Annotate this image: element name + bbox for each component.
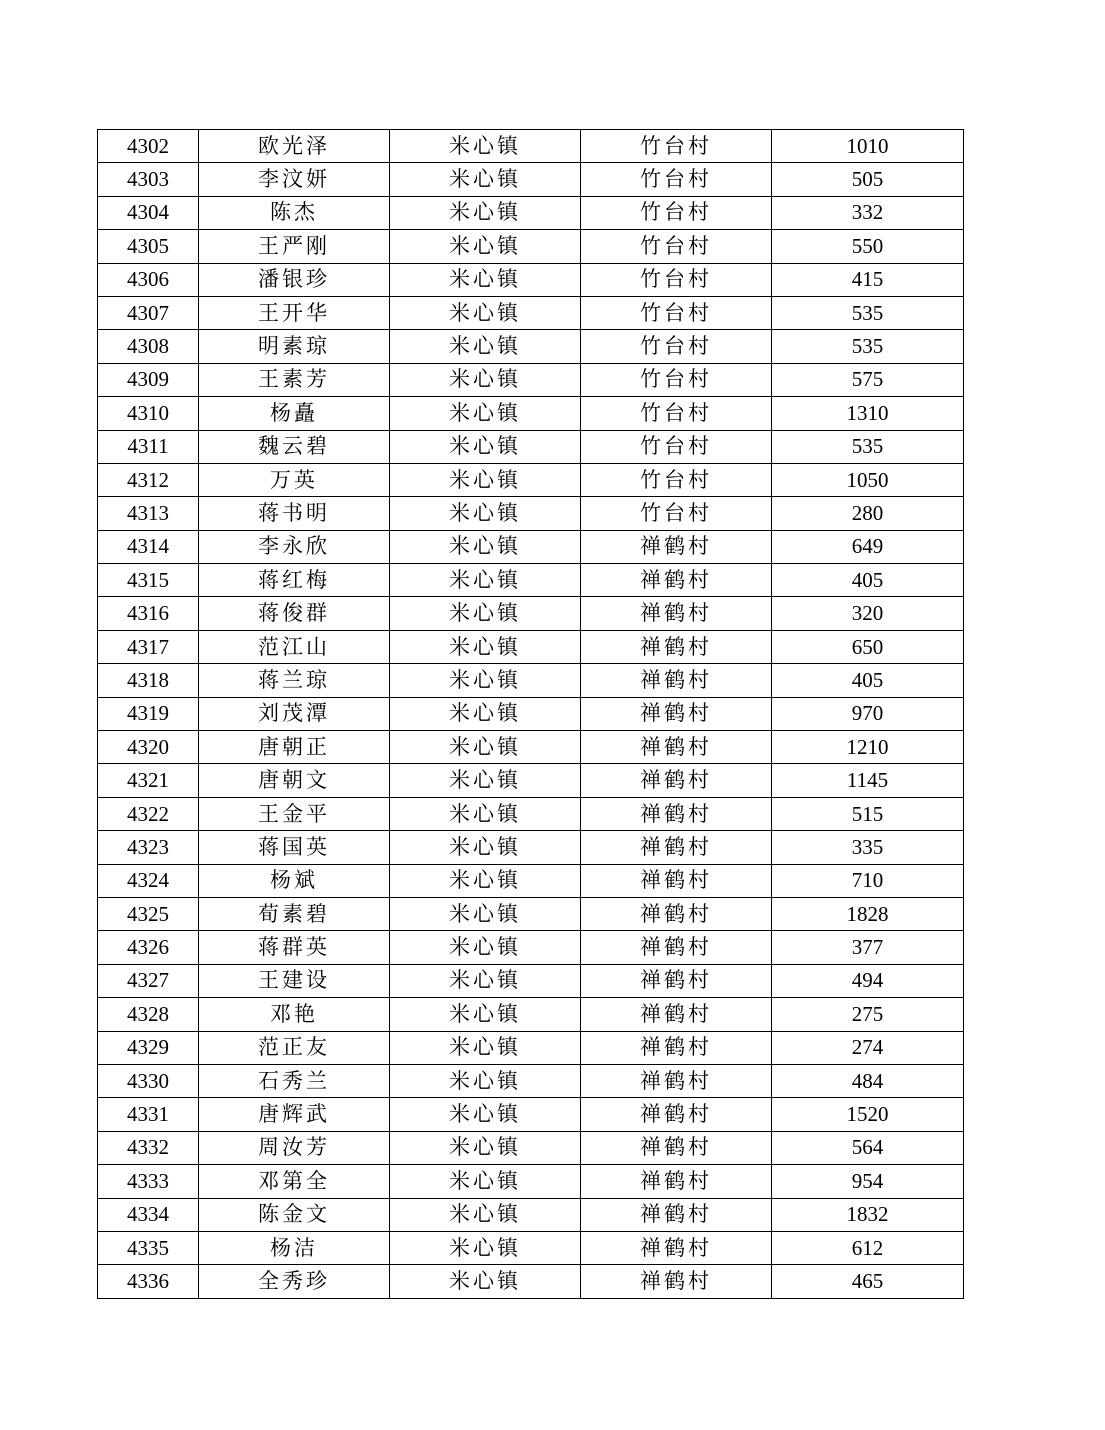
name-cell: 陈杰 <box>199 196 390 229</box>
town-cell: 米心镇 <box>390 831 581 864</box>
id-cell: 4331 <box>98 1098 199 1131</box>
name-cell: 王开华 <box>199 296 390 329</box>
amount-cell: 275 <box>772 998 964 1031</box>
amount-cell: 1310 <box>772 397 964 430</box>
village-cell: 竹台村 <box>581 363 772 396</box>
town-cell: 米心镇 <box>390 296 581 329</box>
id-cell: 4309 <box>98 363 199 396</box>
amount-cell: 335 <box>772 831 964 864</box>
name-cell: 石秀兰 <box>199 1064 390 1097</box>
village-cell: 禅鹤村 <box>581 1198 772 1231</box>
amount-cell: 274 <box>772 1031 964 1064</box>
name-cell: 唐朝正 <box>199 731 390 764</box>
id-cell: 4313 <box>98 497 199 530</box>
village-cell: 禅鹤村 <box>581 597 772 630</box>
amount-cell: 332 <box>772 196 964 229</box>
town-cell: 米心镇 <box>390 1131 581 1164</box>
name-cell: 蒋书明 <box>199 497 390 530</box>
name-cell: 唐辉武 <box>199 1098 390 1131</box>
id-cell: 4318 <box>98 664 199 697</box>
town-cell: 米心镇 <box>390 430 581 463</box>
amount-cell: 1210 <box>772 731 964 764</box>
id-cell: 4312 <box>98 463 199 496</box>
town-cell: 米心镇 <box>390 1031 581 1064</box>
name-cell: 蒋国英 <box>199 831 390 864</box>
id-cell: 4328 <box>98 998 199 1031</box>
amount-cell: 1828 <box>772 897 964 930</box>
town-cell: 米心镇 <box>390 1098 581 1131</box>
name-cell: 周汝芳 <box>199 1131 390 1164</box>
name-cell: 杨矗 <box>199 397 390 430</box>
name-cell: 明素琼 <box>199 330 390 363</box>
town-cell: 米心镇 <box>390 630 581 663</box>
town-cell: 米心镇 <box>390 797 581 830</box>
town-cell: 米心镇 <box>390 998 581 1031</box>
table-row <box>98 664 964 697</box>
village-cell: 禅鹤村 <box>581 664 772 697</box>
village-cell: 竹台村 <box>581 130 772 163</box>
village-cell: 禅鹤村 <box>581 1064 772 1097</box>
village-cell: 竹台村 <box>581 397 772 430</box>
name-cell: 陈金文 <box>199 1198 390 1231</box>
amount-cell: 1145 <box>772 764 964 797</box>
name-cell: 唐朝文 <box>199 764 390 797</box>
village-cell: 禅鹤村 <box>581 1265 772 1298</box>
village-cell: 禅鹤村 <box>581 530 772 563</box>
town-cell: 米心镇 <box>390 664 581 697</box>
name-cell: 杨斌 <box>199 864 390 897</box>
amount-cell: 1010 <box>772 130 964 163</box>
town-cell: 米心镇 <box>390 130 581 163</box>
village-cell: 竹台村 <box>581 163 772 196</box>
id-cell: 4330 <box>98 1064 199 1097</box>
name-cell: 范正友 <box>199 1031 390 1064</box>
town-cell: 米心镇 <box>390 230 581 263</box>
id-cell: 4320 <box>98 731 199 764</box>
village-cell: 禅鹤村 <box>581 831 772 864</box>
amount-cell: 465 <box>772 1265 964 1298</box>
village-cell: 竹台村 <box>581 463 772 496</box>
village-cell: 禅鹤村 <box>581 564 772 597</box>
table-row <box>98 597 964 630</box>
village-cell: 禅鹤村 <box>581 797 772 830</box>
table-row <box>98 330 964 363</box>
town-cell: 米心镇 <box>390 1198 581 1231</box>
village-cell: 禅鹤村 <box>581 697 772 730</box>
table-row <box>98 1231 964 1264</box>
town-cell: 米心镇 <box>390 263 581 296</box>
village-cell: 禅鹤村 <box>581 630 772 663</box>
amount-cell: 415 <box>772 263 964 296</box>
id-cell: 4335 <box>98 1231 199 1264</box>
id-cell: 4329 <box>98 1031 199 1064</box>
table-row <box>98 1098 964 1131</box>
amount-cell: 954 <box>772 1165 964 1198</box>
id-cell: 4319 <box>98 697 199 730</box>
town-cell: 米心镇 <box>390 530 581 563</box>
village-cell: 竹台村 <box>581 263 772 296</box>
name-cell: 蒋兰琼 <box>199 664 390 697</box>
village-cell: 禅鹤村 <box>581 864 772 897</box>
table-row <box>98 764 964 797</box>
name-cell: 全秀珍 <box>199 1265 390 1298</box>
table-row <box>98 697 964 730</box>
village-cell: 禅鹤村 <box>581 1098 772 1131</box>
table-row <box>98 964 964 997</box>
amount-cell: 515 <box>772 797 964 830</box>
town-cell: 米心镇 <box>390 463 581 496</box>
id-cell: 4333 <box>98 1165 199 1198</box>
amount-cell: 494 <box>772 964 964 997</box>
village-cell: 禅鹤村 <box>581 1231 772 1264</box>
town-cell: 米心镇 <box>390 697 581 730</box>
town-cell: 米心镇 <box>390 330 581 363</box>
id-cell: 4315 <box>98 564 199 597</box>
roster-table-body <box>98 130 964 1299</box>
table-row <box>98 831 964 864</box>
name-cell: 范江山 <box>199 630 390 663</box>
village-cell: 禅鹤村 <box>581 964 772 997</box>
village-cell: 竹台村 <box>581 230 772 263</box>
town-cell: 米心镇 <box>390 964 581 997</box>
id-cell: 4325 <box>98 897 199 930</box>
town-cell: 米心镇 <box>390 1064 581 1097</box>
name-cell: 邓第全 <box>199 1165 390 1198</box>
table-row <box>98 530 964 563</box>
amount-cell: 1050 <box>772 463 964 496</box>
amount-cell: 320 <box>772 597 964 630</box>
table-row <box>98 363 964 396</box>
name-cell: 蒋红梅 <box>199 564 390 597</box>
id-cell: 4304 <box>98 196 199 229</box>
table-row <box>98 1031 964 1064</box>
town-cell: 米心镇 <box>390 1265 581 1298</box>
id-cell: 4317 <box>98 630 199 663</box>
town-cell: 米心镇 <box>390 764 581 797</box>
amount-cell: 535 <box>772 430 964 463</box>
id-cell: 4334 <box>98 1198 199 1231</box>
name-cell: 李永欣 <box>199 530 390 563</box>
name-cell: 李汶妍 <box>199 163 390 196</box>
id-cell: 4303 <box>98 163 199 196</box>
amount-cell: 1520 <box>772 1098 964 1131</box>
id-cell: 4324 <box>98 864 199 897</box>
id-cell: 4308 <box>98 330 199 363</box>
table-row <box>98 230 964 263</box>
name-cell: 欧光泽 <box>199 130 390 163</box>
table-row <box>98 731 964 764</box>
amount-cell: 535 <box>772 296 964 329</box>
id-cell: 4323 <box>98 831 199 864</box>
table-row <box>98 797 964 830</box>
town-cell: 米心镇 <box>390 864 581 897</box>
id-cell: 4302 <box>98 130 199 163</box>
village-cell: 禅鹤村 <box>581 998 772 1031</box>
village-cell: 竹台村 <box>581 196 772 229</box>
town-cell: 米心镇 <box>390 397 581 430</box>
amount-cell: 550 <box>772 230 964 263</box>
village-cell: 禅鹤村 <box>581 897 772 930</box>
table-row <box>98 1131 964 1164</box>
village-cell: 禅鹤村 <box>581 764 772 797</box>
name-cell: 蒋群英 <box>199 931 390 964</box>
town-cell: 米心镇 <box>390 196 581 229</box>
table-row <box>98 1265 964 1298</box>
name-cell: 蒋俊群 <box>199 597 390 630</box>
table-row <box>98 397 964 430</box>
name-cell: 刘茂潭 <box>199 697 390 730</box>
amount-cell: 564 <box>772 1131 964 1164</box>
village-cell: 竹台村 <box>581 330 772 363</box>
id-cell: 4314 <box>98 530 199 563</box>
table-row <box>98 1064 964 1097</box>
amount-cell: 405 <box>772 564 964 597</box>
table-row <box>98 630 964 663</box>
id-cell: 4321 <box>98 764 199 797</box>
town-cell: 米心镇 <box>390 931 581 964</box>
table-row <box>98 196 964 229</box>
amount-cell: 484 <box>772 1064 964 1097</box>
table-row <box>98 897 964 930</box>
table-row <box>98 130 964 163</box>
town-cell: 米心镇 <box>390 597 581 630</box>
village-cell: 竹台村 <box>581 497 772 530</box>
name-cell: 邓艳 <box>199 998 390 1031</box>
town-cell: 米心镇 <box>390 497 581 530</box>
amount-cell: 505 <box>772 163 964 196</box>
amount-cell: 405 <box>772 664 964 697</box>
village-cell: 禅鹤村 <box>581 1131 772 1164</box>
table-row <box>98 1198 964 1231</box>
amount-cell: 535 <box>772 330 964 363</box>
amount-cell: 970 <box>772 697 964 730</box>
town-cell: 米心镇 <box>390 897 581 930</box>
table-row <box>98 998 964 1031</box>
id-cell: 4310 <box>98 397 199 430</box>
town-cell: 米心镇 <box>390 731 581 764</box>
amount-cell: 710 <box>772 864 964 897</box>
table-row <box>98 864 964 897</box>
id-cell: 4327 <box>98 964 199 997</box>
id-cell: 4316 <box>98 597 199 630</box>
table-row <box>98 931 964 964</box>
village-cell: 禅鹤村 <box>581 1031 772 1064</box>
amount-cell: 280 <box>772 497 964 530</box>
table-row <box>98 263 964 296</box>
name-cell: 杨洁 <box>199 1231 390 1264</box>
village-cell: 竹台村 <box>581 296 772 329</box>
amount-cell: 612 <box>772 1231 964 1264</box>
village-cell: 竹台村 <box>581 430 772 463</box>
name-cell: 王建设 <box>199 964 390 997</box>
table-row <box>98 1165 964 1198</box>
village-cell: 禅鹤村 <box>581 931 772 964</box>
table-row <box>98 163 964 196</box>
id-cell: 4336 <box>98 1265 199 1298</box>
amount-cell: 377 <box>772 931 964 964</box>
town-cell: 米心镇 <box>390 163 581 196</box>
table-row <box>98 463 964 496</box>
name-cell: 王严刚 <box>199 230 390 263</box>
amount-cell: 649 <box>772 530 964 563</box>
table-row <box>98 430 964 463</box>
id-cell: 4311 <box>98 430 199 463</box>
town-cell: 米心镇 <box>390 363 581 396</box>
amount-cell: 1832 <box>772 1198 964 1231</box>
amount-cell: 575 <box>772 363 964 396</box>
town-cell: 米心镇 <box>390 1231 581 1264</box>
id-cell: 4307 <box>98 296 199 329</box>
amount-cell: 650 <box>772 630 964 663</box>
name-cell: 荀素碧 <box>199 897 390 930</box>
village-cell: 禅鹤村 <box>581 731 772 764</box>
name-cell: 王金平 <box>199 797 390 830</box>
town-cell: 米心镇 <box>390 1165 581 1198</box>
id-cell: 4322 <box>98 797 199 830</box>
id-cell: 4326 <box>98 931 199 964</box>
id-cell: 4306 <box>98 263 199 296</box>
id-cell: 4332 <box>98 1131 199 1164</box>
id-cell: 4305 <box>98 230 199 263</box>
table-row <box>98 564 964 597</box>
table-row <box>98 296 964 329</box>
name-cell: 万英 <box>199 463 390 496</box>
roster-table <box>97 129 964 1299</box>
town-cell: 米心镇 <box>390 564 581 597</box>
village-cell: 禅鹤村 <box>581 1165 772 1198</box>
name-cell: 潘银珍 <box>199 263 390 296</box>
name-cell: 王素芳 <box>199 363 390 396</box>
name-cell: 魏云碧 <box>199 430 390 463</box>
table-row <box>98 497 964 530</box>
